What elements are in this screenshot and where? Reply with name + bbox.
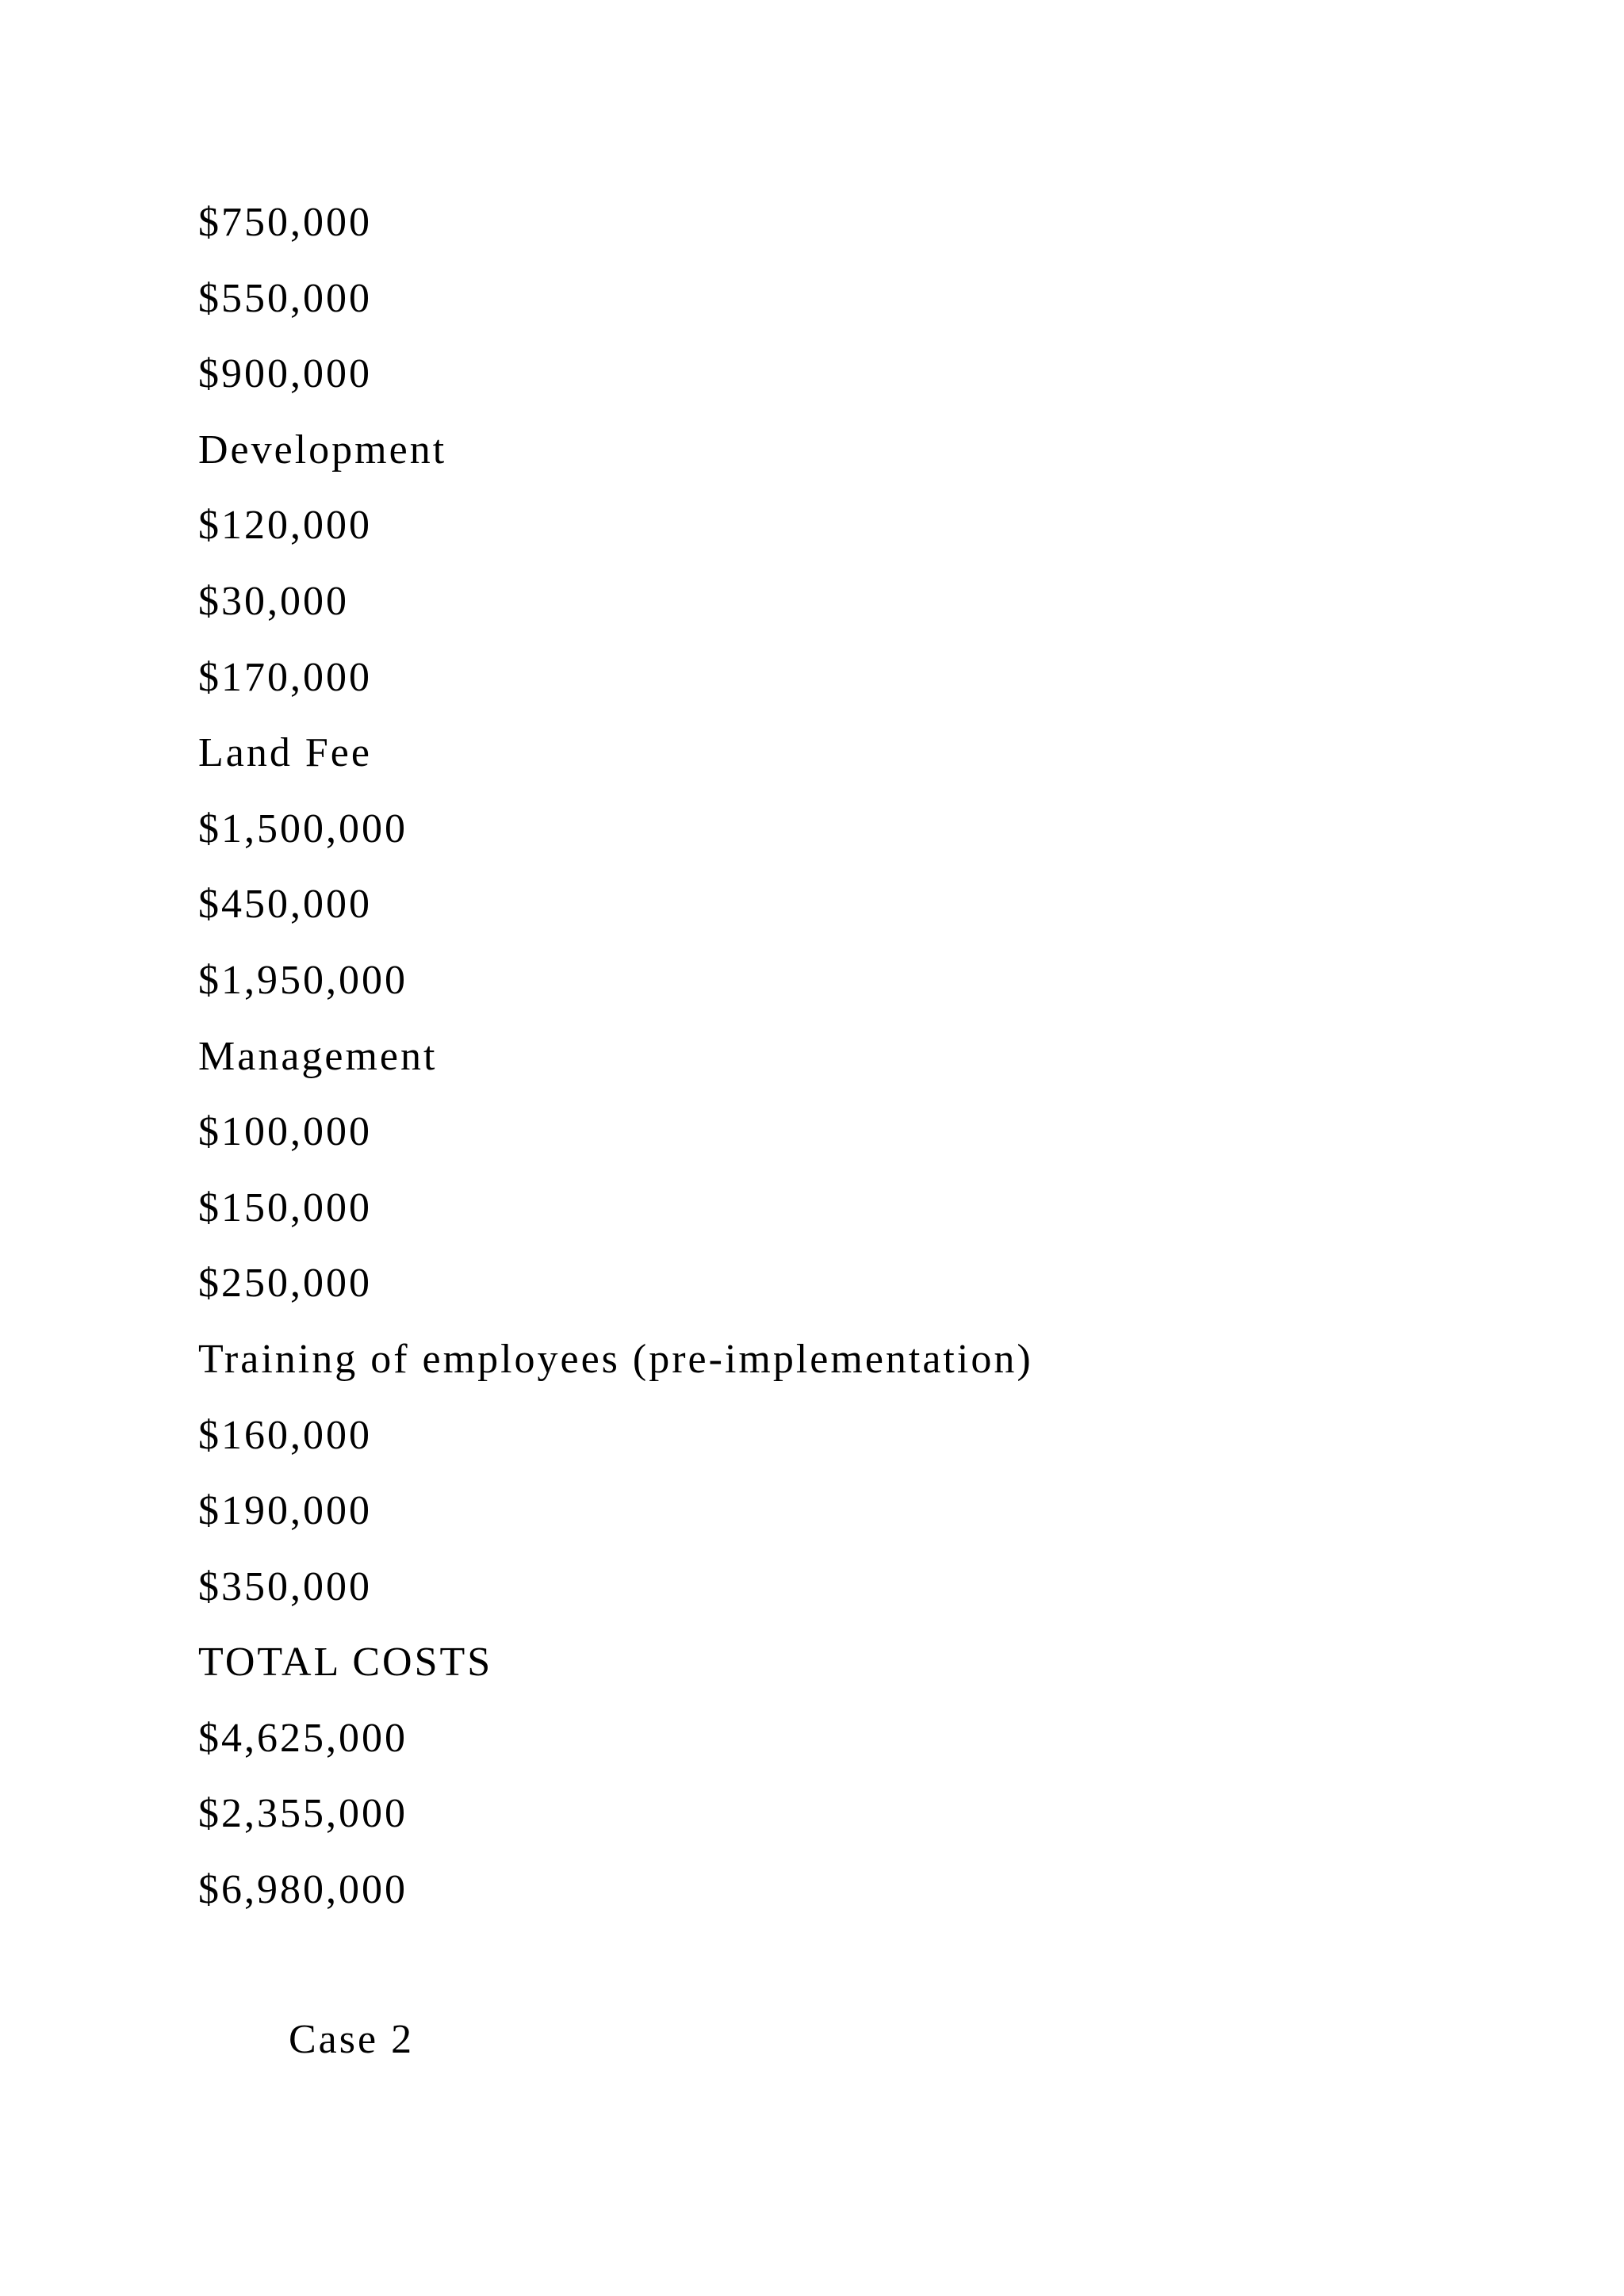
text-line: $6,980,000 [198, 1867, 408, 1913]
text-line: $150,000 [198, 1184, 372, 1230]
text-line: $550,000 [198, 275, 372, 321]
text-line: $4,625,000 [198, 1715, 408, 1761]
text-line: $160,000 [198, 1412, 372, 1458]
text-line: $750,000 [198, 200, 372, 245]
case-label: Case 2 [289, 2017, 415, 2062]
text-line: $450,000 [198, 882, 372, 928]
text-line: $120,000 [198, 503, 372, 549]
section-heading: Training of employees (pre-implementation) [198, 1336, 1033, 1382]
text-line: $1,950,000 [198, 957, 408, 1003]
section-heading: Land Fee [198, 730, 372, 776]
text-line: $250,000 [198, 1261, 372, 1307]
section-heading: Development [198, 427, 447, 473]
text-line: $350,000 [198, 1563, 372, 1609]
text-line: $900,000 [198, 351, 372, 397]
cost-lines [198, 195, 1033, 1938]
section-heading: TOTAL COSTS [198, 1640, 493, 1686]
text-line: $1,500,000 [198, 806, 408, 851]
text-line: $190,000 [198, 1488, 372, 1534]
text-line: $170,000 [198, 654, 372, 700]
section-heading: Management [198, 1033, 438, 1079]
text-line: $2,355,000 [198, 1791, 408, 1837]
text-line: $100,000 [198, 1109, 372, 1155]
text-line: $30,000 [198, 578, 349, 624]
